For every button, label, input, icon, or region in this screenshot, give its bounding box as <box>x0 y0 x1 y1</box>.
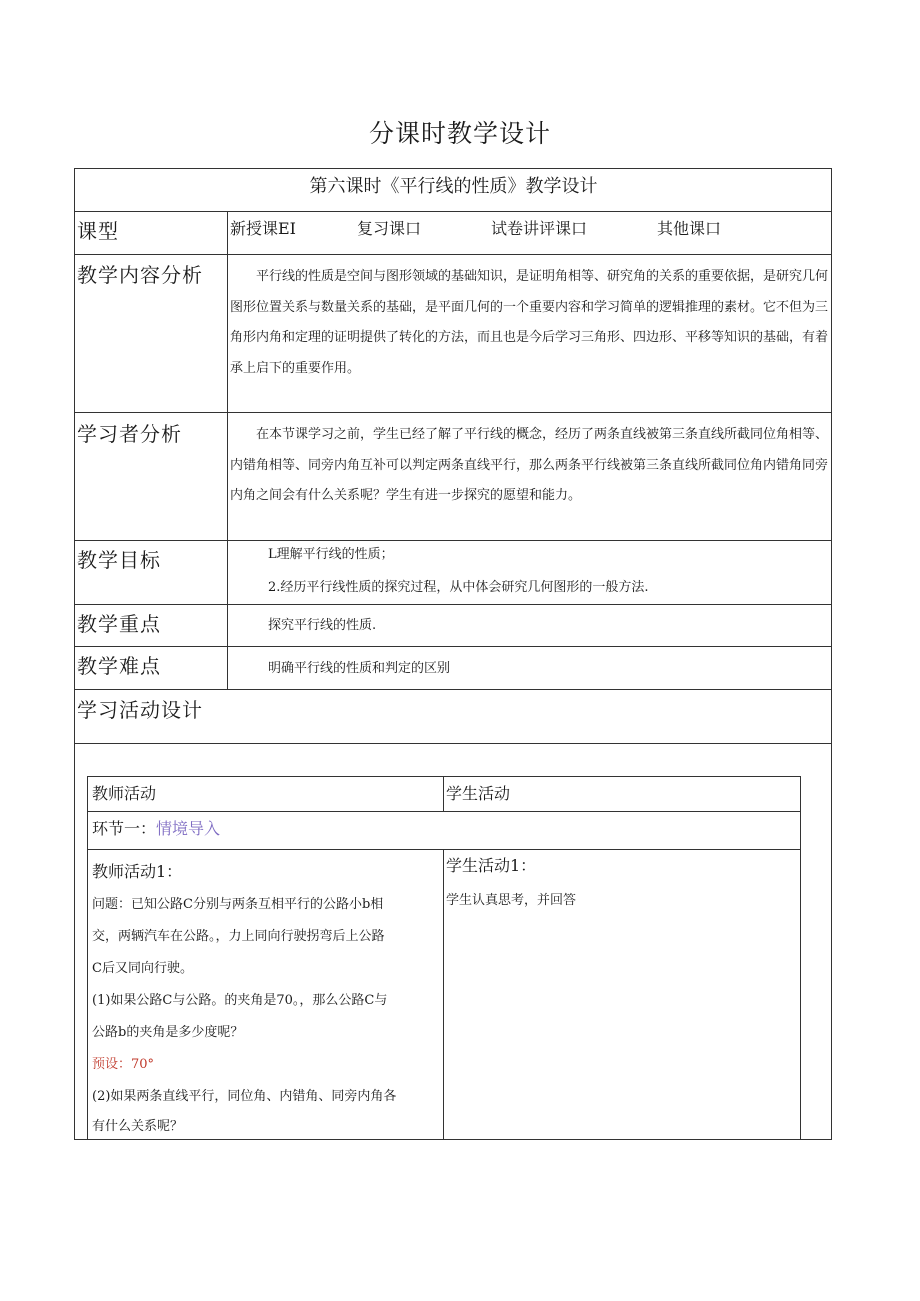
key-point-label: 教学重点 <box>77 612 161 636</box>
teacher-question-2-line: 有什么关系呢？ <box>92 1119 184 1134</box>
lesson-title: 第六课时《平行线的性质》教学设计 <box>309 176 598 197</box>
objective-item: L理解平行线的性质； <box>268 547 394 562</box>
preset-label: 预设： <box>92 1057 132 1072</box>
section-1-heading <box>92 816 220 839</box>
difficulty-text: 明确平行线的性质和判定的区别 <box>268 661 451 676</box>
row-divider <box>74 646 832 647</box>
student-activity-1-title: 学生活动1： <box>446 856 537 875</box>
teacher-question-1-line: (1)如果公路C与公路。的夹角是70。，那么公路C与 <box>92 993 388 1008</box>
table-border-right <box>831 168 832 1140</box>
course-type-option-review: 复习课口 <box>357 219 422 238</box>
teacher-question-line: 问题：已知公路C分别与两条互相平行的公路小b相 <box>92 897 384 912</box>
learner-analysis-text: 在本节课学习之前，学生已经了解了平行线的概念，经历了两条直线被第三条直线所截同位角相等、内错角相等、同旁内角互补可以判定两条直线平行，那么两条平行线被第三条直线所截同位角内错角同旁内角之间会有什么关系呢？学生有进一步探究的愿望和能力。 <box>230 427 829 503</box>
label-column-divider <box>227 211 228 689</box>
student-activity-1-text: 学生认真思考，并回答 <box>446 893 577 908</box>
section-1-title: 情境导入 <box>156 819 221 838</box>
objectives-label: 教学目标 <box>77 548 161 572</box>
row-divider <box>74 412 832 413</box>
course-type-label: 课型 <box>77 219 119 243</box>
document-title: 分课时教学设计 <box>368 119 551 148</box>
key-point-text: 探究平行线的性质. <box>268 618 377 633</box>
teacher-question-line: C后又同向行驶。 <box>92 961 193 976</box>
inner-table-top <box>87 776 801 777</box>
inner-column-divider <box>443 776 444 811</box>
row-divider <box>74 743 832 744</box>
teacher-activity-header: 教师活动 <box>92 784 157 803</box>
student-activity-header: 学生活动 <box>446 784 511 803</box>
table-border-top <box>74 168 832 169</box>
inner-column-divider <box>443 849 444 1140</box>
row-divider <box>74 211 832 212</box>
content-analysis-label: 教学内容分析 <box>77 263 203 287</box>
preset-value: 70° <box>131 1057 155 1072</box>
inner-row-divider <box>87 811 801 812</box>
row-divider <box>74 604 832 605</box>
table-border-left <box>74 168 75 1140</box>
course-type-option-new: 新授课EI <box>230 219 297 238</box>
content-analysis-text: 平行线的性质是空间与图形领域的基础知识，是证明角相等、研究角的关系的重要依据，是研究几何图形位置关系与数量关系的基础，是平面几何的一个重要内容和学习简单的逻辑推理的素材。它不但为三角形内角和定理的证明提供了转化的方法，而且也是今后学习三角形、四边形、平移等知识的基础，有着承上启下的重要作用。 <box>230 269 829 376</box>
inner-table-left <box>87 776 88 1140</box>
inner-row-divider <box>87 849 801 850</box>
objective-item: 2.经历平行线性质的探究过程，从中体会研究几何图形的一般方法. <box>268 580 649 595</box>
inner-table-right <box>800 776 801 1140</box>
section-1-prefix: 环节一： <box>92 819 157 838</box>
preset-answer <box>92 1053 154 1072</box>
table-border-bottom <box>74 1139 832 1140</box>
teacher-question-1-line: 公路b的夹角是多少度呢？ <box>92 1025 244 1040</box>
teacher-activity-1-title: 教师活动1： <box>92 862 183 881</box>
course-type-option-other: 其他课口 <box>657 219 722 238</box>
activity-design-label: 学习活动设计 <box>77 698 203 722</box>
course-type-option-exam: 试卷讲评课口 <box>491 219 588 238</box>
teacher-question-line: 交，两辆汽车在公路。，力上同向行驶拐弯后上公路 <box>92 929 385 944</box>
row-divider <box>74 540 832 541</box>
row-divider <box>74 689 832 690</box>
teacher-question-2-line: (2)如果两条直线平行，同位角、内错角、同旁内角各 <box>92 1089 397 1104</box>
learner-analysis-label: 学习者分析 <box>77 422 182 446</box>
row-divider <box>74 254 832 255</box>
difficulty-label: 教学难点 <box>77 654 161 678</box>
